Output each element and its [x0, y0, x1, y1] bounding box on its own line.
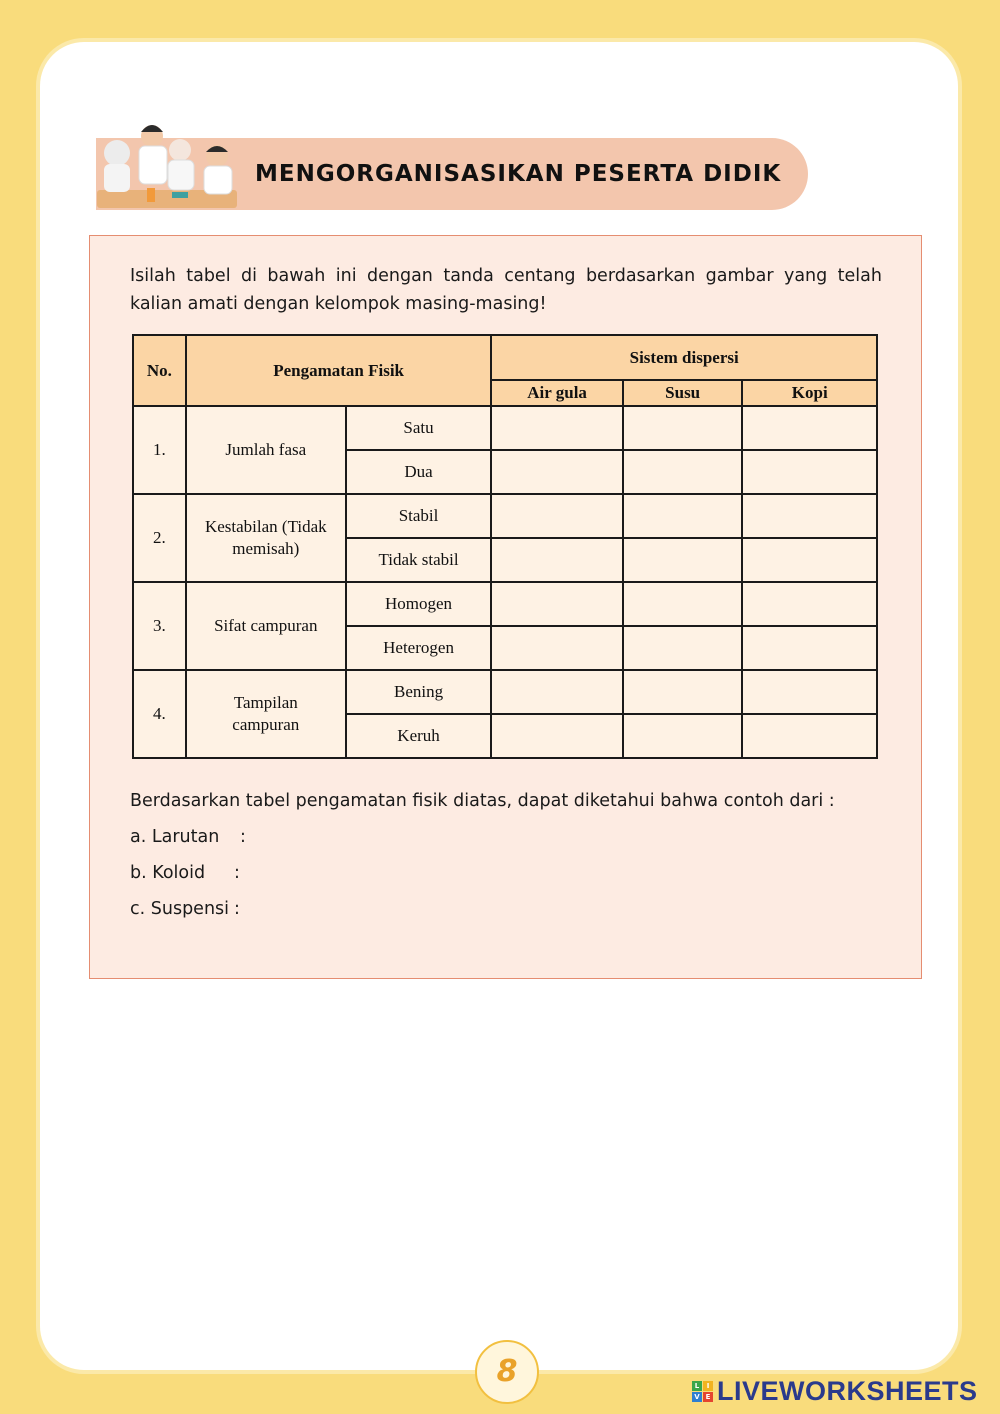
answer-item-koloid	[130, 859, 835, 895]
page-number: 8	[475, 1340, 539, 1404]
liveworksheets-logo[interactable]	[692, 1374, 978, 1408]
students-illustration	[92, 118, 242, 213]
check-cell[interactable]	[623, 494, 743, 538]
row-number: 4.	[133, 670, 186, 758]
row-option: Keruh	[346, 714, 492, 758]
check-cell[interactable]	[623, 582, 743, 626]
check-cell[interactable]	[742, 582, 877, 626]
check-cell[interactable]	[491, 494, 623, 538]
header-observation: Pengamatan Fisik	[186, 335, 492, 406]
answer-label: b. Koloid	[130, 863, 206, 883]
section-title: MENGORGANISASIKAN PESERTA DIDIK	[255, 161, 782, 187]
check-cell[interactable]	[742, 538, 877, 582]
check-cell[interactable]	[491, 670, 623, 714]
row-observation-text: Tampilan campuran	[232, 693, 300, 734]
header-dispersion-system: Sistem dispersi	[491, 335, 877, 380]
header-system: Kopi	[742, 380, 877, 406]
check-cell[interactable]	[742, 714, 877, 758]
row-option: Tidak stabil	[346, 538, 492, 582]
header-no: No.	[133, 335, 186, 406]
answer-separator: :	[234, 863, 240, 883]
answer-separator: :	[240, 827, 246, 847]
header-system: Susu	[623, 380, 743, 406]
check-cell[interactable]	[623, 626, 743, 670]
row-option: Heterogen	[346, 626, 492, 670]
row-option: Homogen	[346, 582, 492, 626]
check-cell[interactable]	[742, 450, 877, 494]
check-cell[interactable]	[742, 406, 877, 450]
instruction-text: Isilah tabel di bawah ini dengan tanda centang berdasarkan gambar yang telah kalian amati dengan kelompok masing-masing!	[130, 266, 882, 314]
row-observation: Sifat campuran	[186, 582, 346, 670]
liveworksheets-brand-text: LIVEWORKSHEETS	[717, 1375, 978, 1406]
answer-separator: :	[234, 899, 240, 919]
check-cell[interactable]	[742, 626, 877, 670]
row-observation-text: Kestabilan (Tidak memisah)	[204, 517, 327, 558]
liveworksheets-logo-icon: L I V E	[692, 1381, 713, 1402]
check-cell[interactable]	[491, 450, 623, 494]
answers-intro: Berdasarkan tabel pengamatan fisik diatas, dapat diketahui bahwa contoh dari :	[130, 791, 835, 811]
answer-label: a. Larutan	[130, 827, 220, 847]
check-cell[interactable]	[491, 714, 623, 758]
header-system: Air gula	[491, 380, 623, 406]
observation-table	[132, 334, 878, 759]
row-observation	[186, 494, 346, 582]
check-cell[interactable]	[491, 582, 623, 626]
answers-section	[130, 787, 835, 931]
row-option: Satu	[346, 406, 492, 450]
check-cell[interactable]	[623, 670, 743, 714]
row-observation	[186, 670, 346, 758]
row-option: Stabil	[346, 494, 492, 538]
check-cell[interactable]	[623, 714, 743, 758]
check-cell[interactable]	[742, 494, 877, 538]
check-cell[interactable]	[742, 670, 877, 714]
answer-item-larutan	[130, 823, 835, 859]
answer-item-suspensi	[130, 895, 835, 931]
check-cell[interactable]	[491, 626, 623, 670]
row-number: 1.	[133, 406, 186, 494]
row-option: Bening	[346, 670, 492, 714]
check-cell[interactable]	[623, 406, 743, 450]
check-cell[interactable]	[623, 450, 743, 494]
row-number: 2.	[133, 494, 186, 582]
row-number: 3.	[133, 582, 186, 670]
answer-label: c. Suspensi	[130, 899, 230, 919]
row-option: Dua	[346, 450, 492, 494]
check-cell[interactable]	[623, 538, 743, 582]
row-observation: Jumlah fasa	[186, 406, 346, 494]
check-cell[interactable]	[491, 538, 623, 582]
check-cell[interactable]	[491, 406, 623, 450]
